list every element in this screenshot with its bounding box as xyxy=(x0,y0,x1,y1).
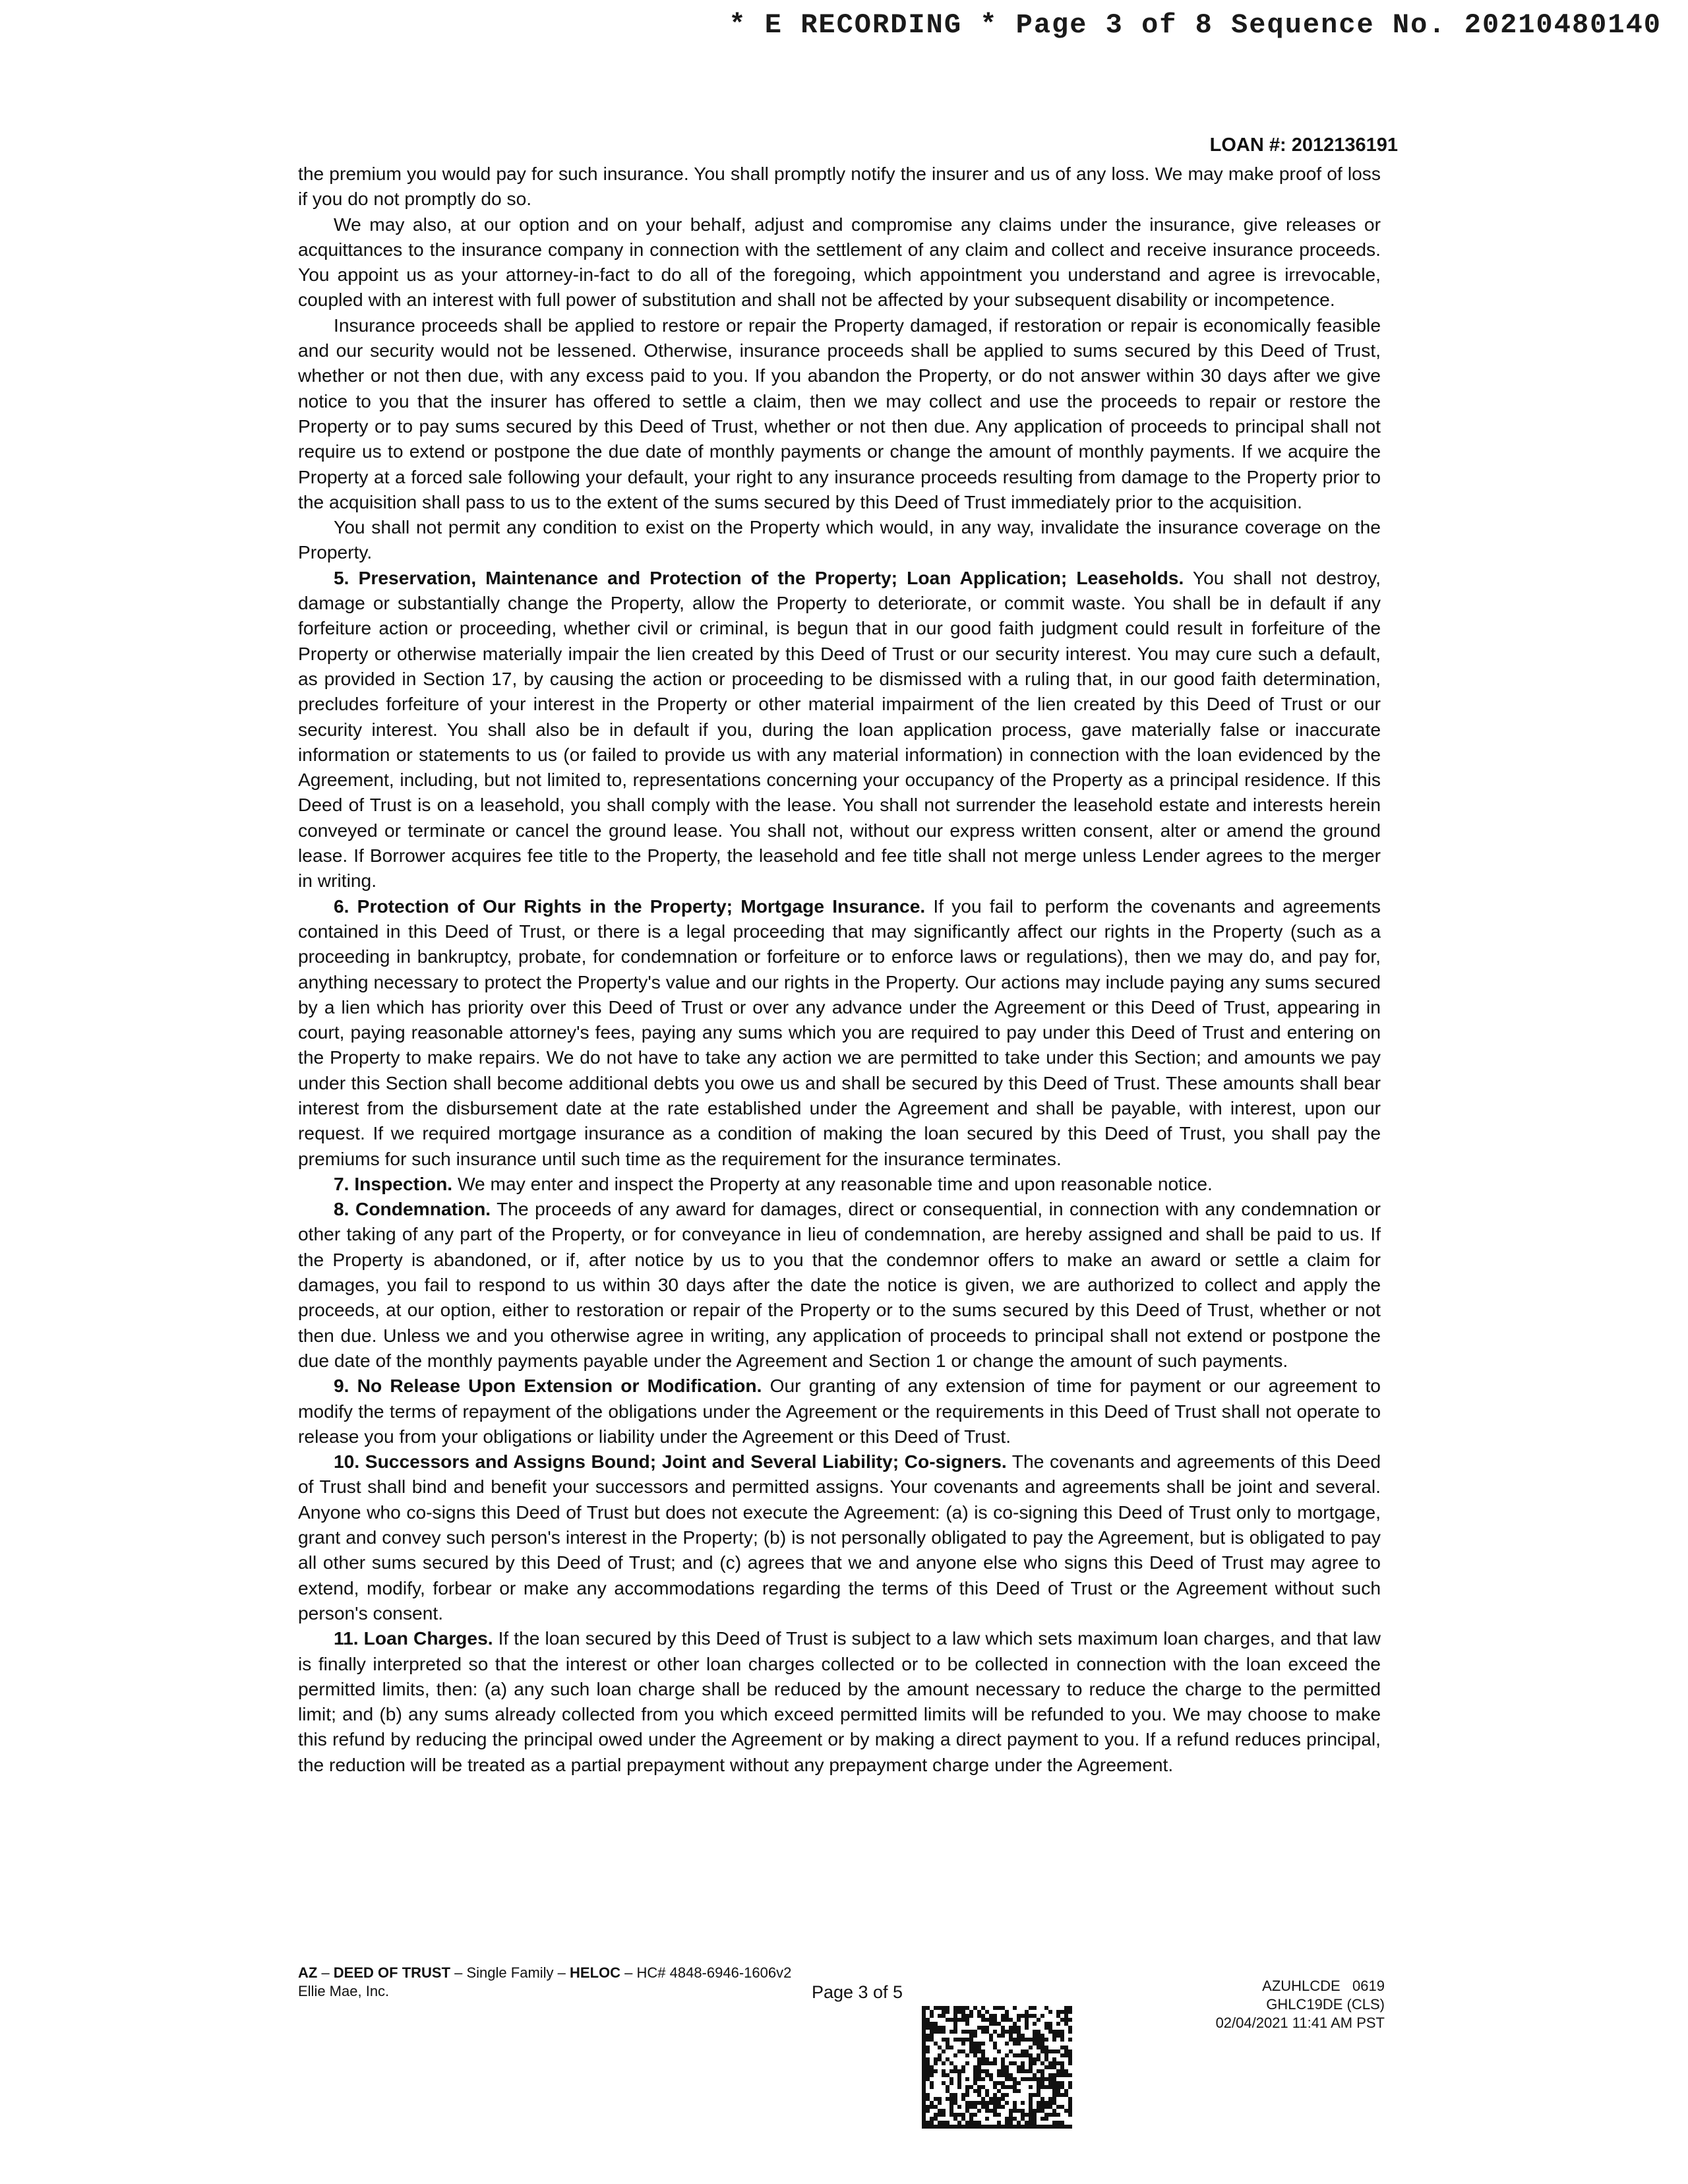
section-heading: 11. Loan Charges. xyxy=(334,1627,493,1649)
section-10 xyxy=(298,1449,1381,1625)
section-heading: 6. Protection of Our Rights in the Property; Mortgage Insurance. xyxy=(334,895,926,917)
form-state: AZ xyxy=(298,1964,318,1981)
form-product: HELOC xyxy=(570,1964,621,1981)
section-heading: 7. Inspection. xyxy=(334,1172,453,1194)
page-number: Page 3 of 5 xyxy=(811,1982,903,2002)
document-body xyxy=(298,161,1381,1777)
section-heading: 5. Preservation, Maintenance and Protection of the Property; Loan Application; Leaseholds. xyxy=(334,566,1184,588)
paragraph-text: the premium you would pay for such insurance. You shall promptly notify the insurer and us of any loss. We may make proof of loss if you do not promptly do so. xyxy=(298,163,1381,210)
section-8 xyxy=(298,1196,1381,1373)
paragraph-text: You shall not permit any condition to exist on the Property which would, in any way, invalidate the insurance coverage on the Property. xyxy=(298,516,1381,563)
paragraph-text: Insurance proceeds shall be applied to restore or repair the Property damaged, if restoration or repair is economically feasible and our security would not be lessened. Otherwise, insurance proceeds shall be applied to sums secured by this Deed of Trust, whether or not then due, with any excess paid to you. If you abandon the Property, or do not answer within 30 days after we give notice to you that the insurer has offered to settle a claim, then we may collect and use the proceeds to repair or restore the Property or to pay sums secured by this Deed of Trust, whether or not then due. Any application of proceeds to principal shall not require us to extend or postpone the due date of monthly payments or change the amount of monthly payments. If we acquire the Property at a forced sale following your default, your right to any insurance proceeds resulting from damage to the Property prior to the acquisition shall pass to us to the extent of the sums secured by this Deed of Trust immediately prior to the acquisition. xyxy=(298,314,1381,512)
section-5 xyxy=(298,565,1381,894)
form-title: DEED OF TRUST xyxy=(333,1964,451,1981)
barcode-icon xyxy=(922,2006,1075,2130)
version-code: GHLC19DE (CLS) xyxy=(1266,1996,1385,2013)
paragraph xyxy=(298,313,1381,514)
paragraph xyxy=(298,514,1381,565)
recording-header: * E RECORDING * Page 3 of 8 Sequence No. 20210480140 xyxy=(729,9,1662,41)
section-11 xyxy=(298,1625,1381,1777)
footer-codes xyxy=(1121,1977,1385,2032)
section-heading: 8. Condemnation. xyxy=(334,1198,491,1220)
paragraph-text: You shall not destroy, damage or substantially change the Property, allow the Property to deteriorate, or commit waste. You shall be in default if any forfeiture action or proceeding, whether civil or criminal, is begun that in our good faith judgment could result in forfeiture of the Property or otherwise materially impair the lien created by this Deed of Trust or our security interest. You may cure such a default, as provided in Section 17, by causing the action or proceeding to be dismissed with a ruling that, in our good faith determination, precludes forfeiture of your interest in the Property or other material impairment of the lien created by this Deed of Trust or our security interest. You shall also be in default if you, during the loan application process, gave materially false or inaccurate information or statements to us (or failed to provide us with any material information) in connection with the loan evidenced by the Agreement, including, but not limited to, representations concerning your occupancy of the Property as a principal residence. If this Deed of Trust is on a leasehold, you shall comply with the lease. You shall not surrender the leasehold estate and interests herein conveyed or terminate or cancel the ground lease. You shall not, without our express written consent, alter or amend the ground lease. If Borrower acquires fee title to the Property, the leasehold and fee title shall not merge unless Lender agrees to the merger in writing. xyxy=(298,566,1381,892)
form-id: HC# 4848-6946-1606v2 xyxy=(636,1964,792,1981)
paragraph xyxy=(298,212,1381,313)
paragraph-text: The covenants and agreements of this Deed of Trust shall bind and benefit your successors and permitted assigns. Your covenants and agreements shall be joint and several. Anyone who co-signs this Deed of Trust but does not execute the Agreement: (a) is co-signing this Deed of Trust only to mortgage, grant and convey such person's interest in the Property; (b) is not personally obligated to pay the Agreement, but is obligated to pay all other sums secured by this Deed of Trust; and (c) agrees that we and anyone else who signs this Deed of Trust may agree to extend, modify, forbear or make any accommodations regarding the terms of this Deed of Trust or the Agreement without such person's consent. xyxy=(298,1451,1381,1623)
section-6 xyxy=(298,894,1381,1171)
section-heading: 10. Successors and Assigns Bound; Joint and Several Liability; Co-signers. xyxy=(334,1451,1007,1472)
section-heading: 9. No Release Upon Extension or Modification. xyxy=(334,1375,762,1397)
section-7 xyxy=(298,1171,1381,1196)
paragraph-text: If you fail to perform the covenants and agreements contained in this Deed of Trust, or there is a legal proceeding that may significantly affect our rights in the Property (such as a proceeding in bankruptcy, probate, for condemnation or forfeiture or to enforce laws or regulations), then we may do, and pay for, anything necessary to protect the Property's value and our rights in the Property. Our actions may include paying any sums secured by a lien which has priority over this Deed of Trust or over any advance under the Agreement or this Deed of Trust, appearing in court, paying reasonable attorney's fees, paying any sums which you are required to pay under this Deed of Trust and entering on the Property to make repairs. We do not have to take any action we are permitted to take under this Section; and amounts we pay under this Section shall become additional debts you owe us and shall be secured by this Deed of Trust. These amounts shall bear interest from the disbursement date at the rate established under the Agreement and shall be payable, with interest, upon our request. If we required mortgage insurance as a condition of making the loan secured by this Deed of Trust, you shall pay the premiums for such insurance until such time as the requirement for the insurance terminates. xyxy=(298,895,1381,1169)
form-type: Single Family xyxy=(466,1964,554,1981)
form-code: AZUHLCDE 0619 xyxy=(1262,1978,1385,1994)
paragraph-text: If the loan secured by this Deed of Trust is subject to a law which sets maximum loan charges, and that law is finally interpreted so that the interest or other loan charges collected or to be collected in connection with the loan exceed the permitted limits, then: (a) any such loan charge shall be reduced by the amount necessary to reduce the charge to the permitted limit; and (b) any sums already collected from you which exceed permitted limits will be refunded to you. We may choose to make this refund by reducing the principal owed under the Agreement or by making a direct payment to you. If a refund reduces principal, the reduction will be treated as a partial prepayment without any prepayment charge under the Agreement. xyxy=(298,1627,1381,1775)
paragraph-text: The proceeds of any award for damages, direct or consequential, in connection with any condemnation or other taking of any part of the Property, or for conveyance in lieu of condemnation, are hereby assigned and shall be paid to us. If the Property is abandoned, or if, after notice by us to you that the condemnor offers to make an award or settle a claim for damages, you fail to respond to us within 30 days after the date the notice is given, we are authorized to collect and apply the proceeds, at our option, either to restoration or repair of the Property or to the sums secured by this Deed of Trust, whether or not then due. Unless we and you otherwise agree in writing, any application of proceeds to principal shall not extend or postpone the due date of the monthly payments payable under the Agreement and Section 1 or change the amount of such payments. xyxy=(298,1198,1381,1371)
section-9 xyxy=(298,1373,1381,1449)
paragraph-text: Our granting of any extension of time for payment or our agreement to modify the terms of repayment of the obligations under the Agreement or the requirements in this Deed of Trust shall not operate to release you from your obligations or liability under the Agreement or this Deed of Trust. xyxy=(298,1375,1381,1447)
form-title-line: AZ – DEED OF TRUST – Single Family – HELOC – HC# 4848-6946-1606v2 xyxy=(298,1964,792,1981)
company-name: Ellie Mae, Inc. xyxy=(298,1983,390,1999)
paragraph xyxy=(298,161,1381,212)
paragraph-text: We may also, at our option and on your behalf, adjust and compromise any claims under the insurance, give releases or acquittances to the insurance company in connection with the settlement of any claim and collect and receive insurance proceeds. You appoint us as your attorney-in-fact to do all of the foregoing, which appointment you understand and agree is irrevocable, coupled with an interest with full power of substitution and shall not be affected by your subsequent disability or incompetence. xyxy=(298,213,1381,311)
loan-number: LOAN #: 2012136191 xyxy=(1209,135,1398,156)
paragraph-text: We may enter and inspect the Property at any reasonable time and upon reasonable notice. xyxy=(452,1172,1213,1194)
print-datetime: 02/04/2021 11:41 AM PST xyxy=(1215,2015,1385,2031)
